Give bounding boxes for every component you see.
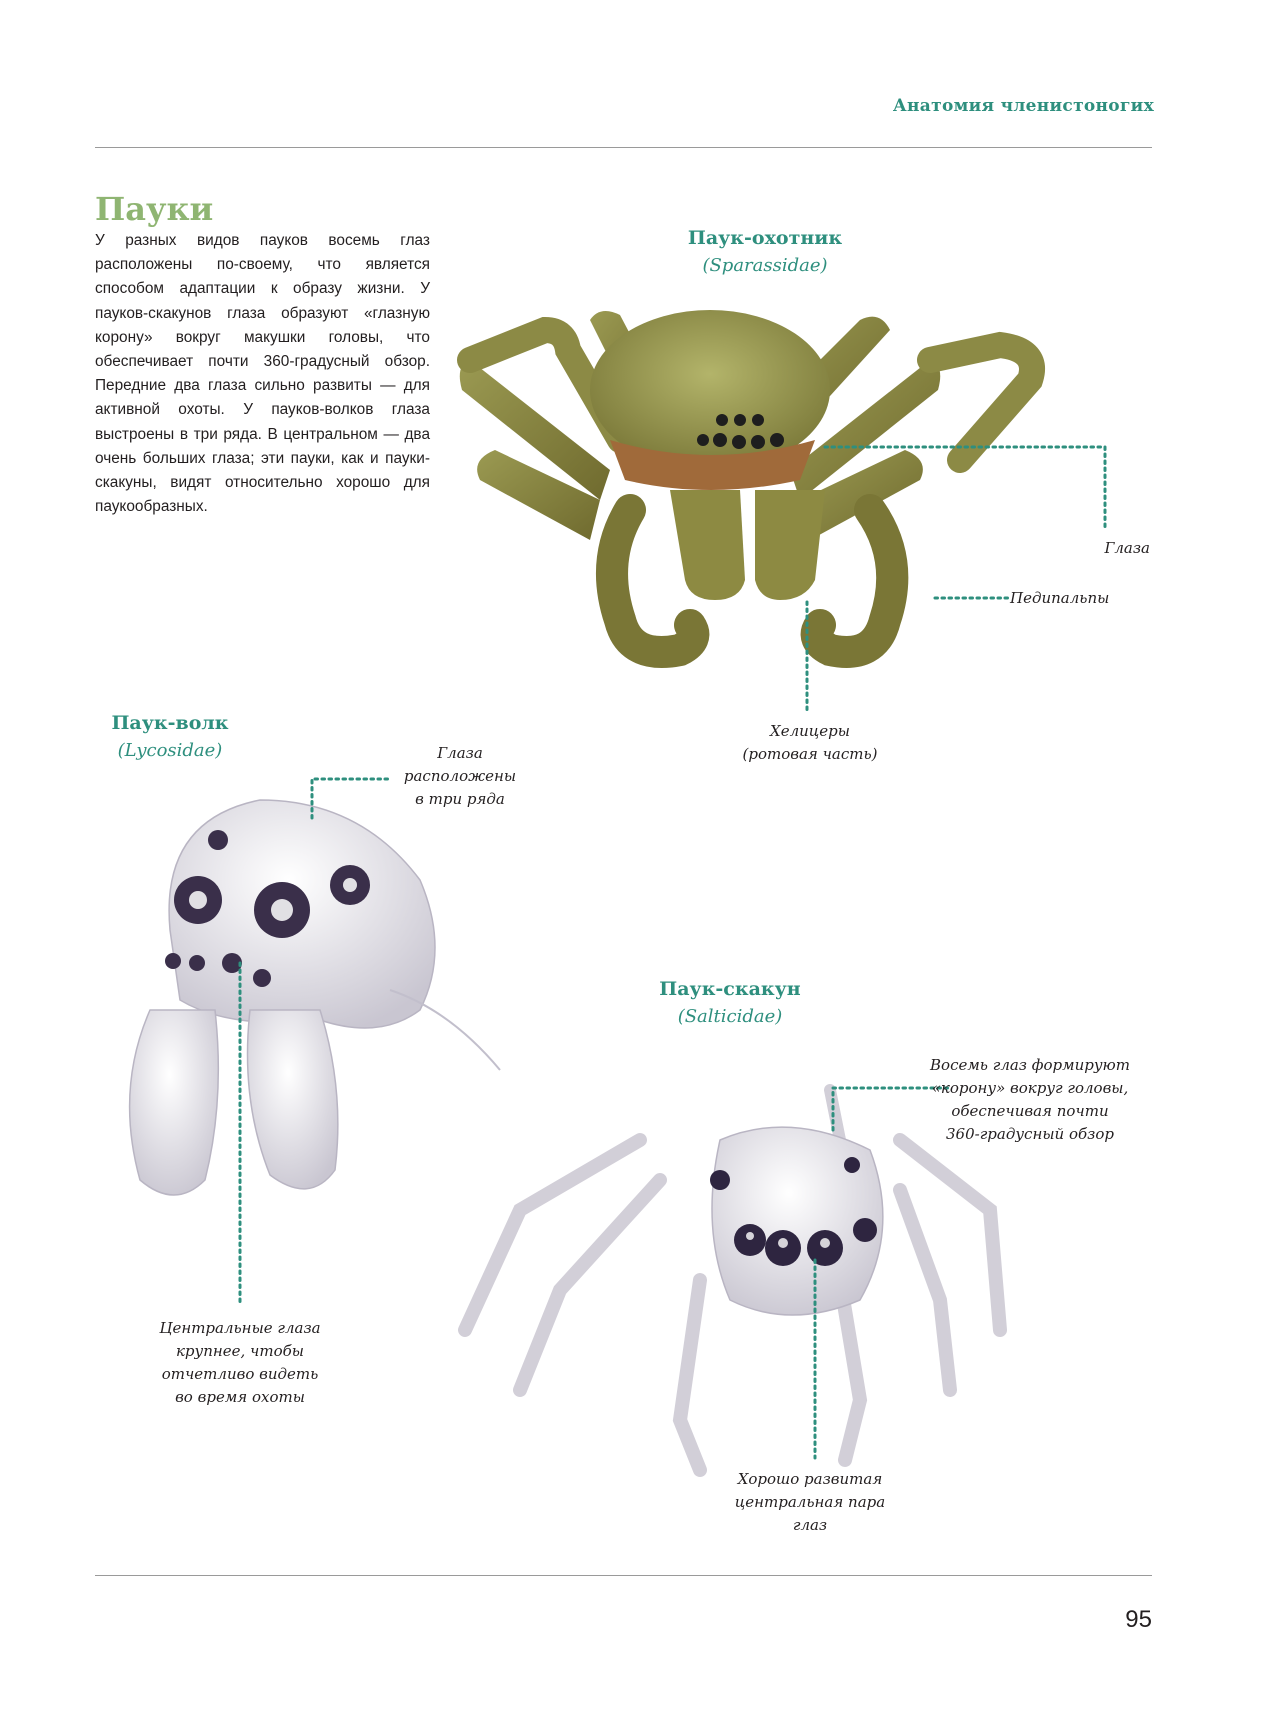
wolf-central-eyes-label: Центральные глаза крупнее, чтобы отчетливо видеть во время охоты: [159, 1319, 321, 1406]
jumping-central-pair-label: Хорошо развитая центральная пара глаз: [734, 1470, 886, 1534]
huntsman-eyes-label: Глаза: [1104, 539, 1150, 557]
section-title: Пауки: [95, 190, 214, 228]
huntsman-latin: (Sparassidae): [702, 255, 828, 276]
wolf-latin: (Lycosidae): [117, 740, 223, 761]
top-rule: [95, 147, 1152, 148]
jumping-name: Паук-скакун: [659, 978, 801, 1000]
huntsman-pedipalps-label: Педипальпы: [1010, 589, 1110, 607]
wolf-spider-drawing: [130, 800, 500, 1195]
wolf-eyes-rows-label: Глаза расположены в три ряда: [403, 744, 517, 808]
page-number: 95: [1125, 1606, 1152, 1633]
jumping-crown-label: Восемь глаз формируют «корону» вокруг головы, обеспечивая почти 360-градусный обзор: [930, 1056, 1130, 1143]
huntsman-chelicerae-label: Хелицеры (ротовая часть): [742, 722, 878, 763]
huntsman-spider-drawing: [460, 310, 1032, 652]
bottom-rule: [95, 1575, 1152, 1576]
jumping-latin: (Salticidae): [677, 1006, 783, 1027]
running-header: Анатомия членистоногих: [892, 96, 1154, 116]
wolf-name: Паук-волк: [111, 712, 229, 734]
section-body-text: У разных видов пауков восемь глаз расположены по-своему, что является способом адаптации к образу жизни. У пауков-скакунов глаза образуют «глазную корону» вокруг макушки головы, что обеспечивает почти 360-градусный обзор. Передние два глаза сильно развиты — для активной охоты. У пауков-волков глаза выстроены в три ряда. В центральном — два очень больших глаза; эти пауки, как и пауки-скакуны, видят относительно хорошо для паукообразных.: [95, 232, 430, 516]
jumping-spider-drawing: [465, 1090, 1000, 1470]
huntsman-name: Паук-охотник: [687, 227, 843, 249]
